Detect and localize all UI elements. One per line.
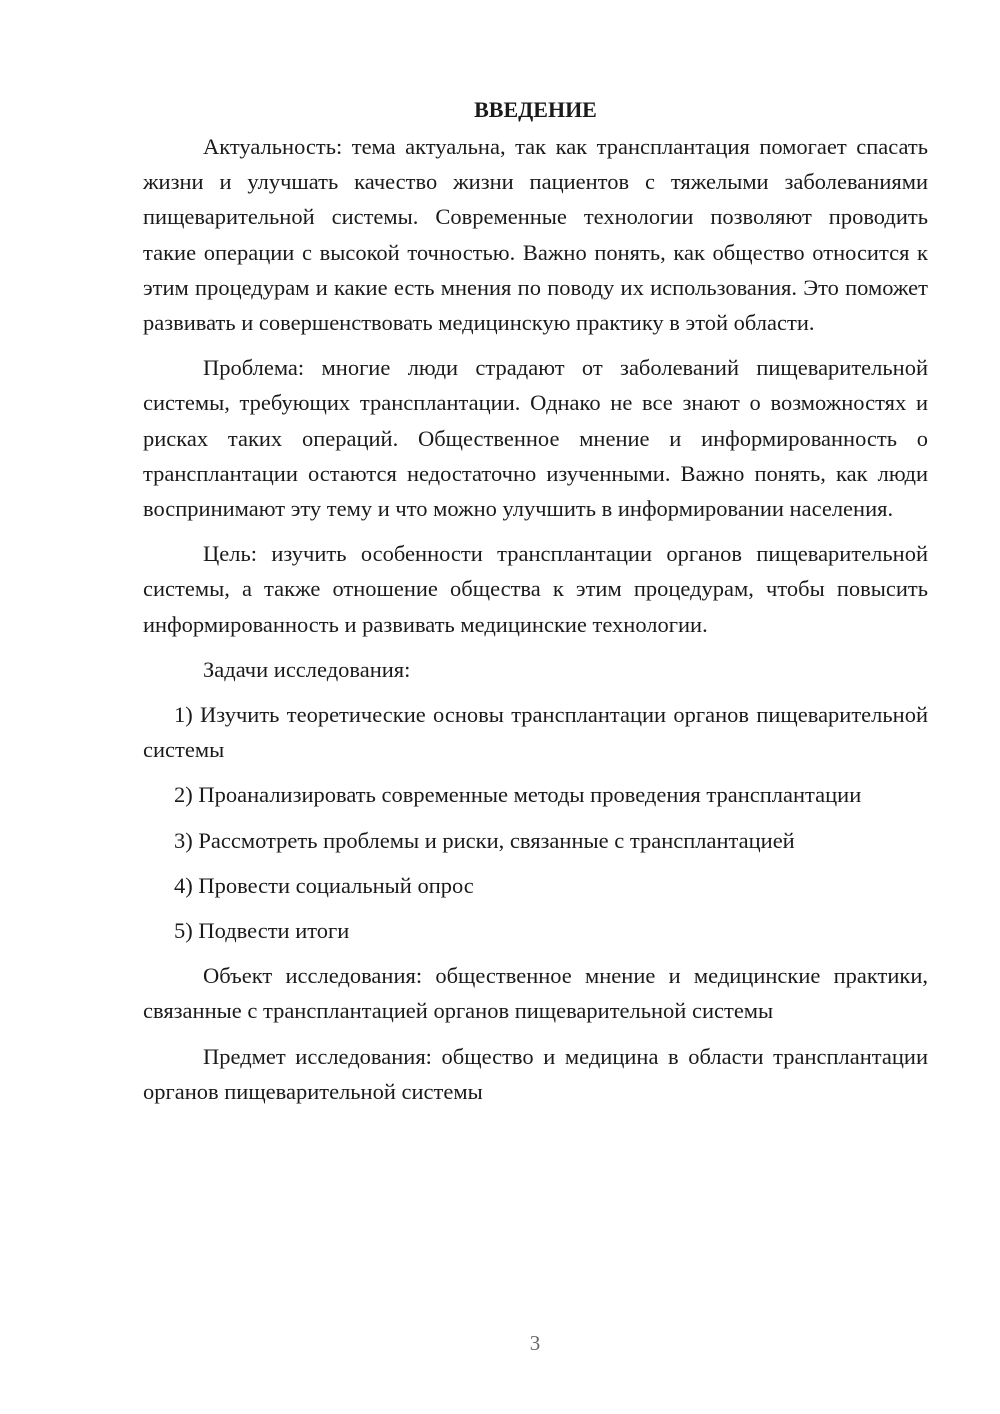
page-number: 3 bbox=[529, 1331, 541, 1355]
problem-paragraph: Проблема: многие люди страдают от заболеваний пищеварительной системы, требующих трансплантации. Однако не все знают о возможностях и рисках таких операций. Общественное мнение и информированность о трансплантации остаются недостаточно изученными. Важно понять, как люди воспринимают эту тему и что можно улучшить в информировании населения. bbox=[143, 355, 928, 522]
relevance-paragraph: Актуальность: тема актуальна, так как трансплантация помогает спасать жизни и улучшать качество жизни пациентов с тяжелыми заболеваниями пищеварительной системы. Современные технологии позволяют проводить такие операции с высокой точностью. Важно понять, как общество относится к этим процедурам и какие есть мнения по поводу их использования. Это поможет развивать и совершенствовать медицинскую практику в этой области. bbox=[143, 134, 928, 336]
object-paragraph: Объект исследования: общественное мнение и медицинские практики, связанные с трансплантацией органов пищеварительной системы bbox=[143, 963, 928, 1024]
tasks-heading: Задачи исследования: bbox=[203, 656, 411, 682]
section-title: ВВЕДЕНИЕ bbox=[474, 97, 597, 122]
goal-paragraph: Цель: изучить особенности трансплантации органов пищеварительной системы, а также отношение общества к этим процедурам, чтобы повысить информированность и развивать медицинские технологии. bbox=[143, 541, 928, 637]
task-item-5: 5) Подвести итоги bbox=[174, 918, 350, 944]
task-item-3: 3) Рассмотреть проблемы и риски, связанные с трансплантацией bbox=[174, 827, 795, 853]
page-content bbox=[143, 92, 928, 1119]
subject-paragraph: Предмет исследования: общество и медицина в области трансплантации органов пищеварительной системы bbox=[143, 1043, 928, 1104]
task-item-4: 4) Провести социальный опрос bbox=[174, 872, 474, 898]
task-item-1: 1) Изучить теоретические основы трансплантации органов пищеварительной системы bbox=[143, 702, 928, 763]
task-item-2: 2) Проанализировать современные методы проведения трансплантации bbox=[174, 782, 862, 808]
